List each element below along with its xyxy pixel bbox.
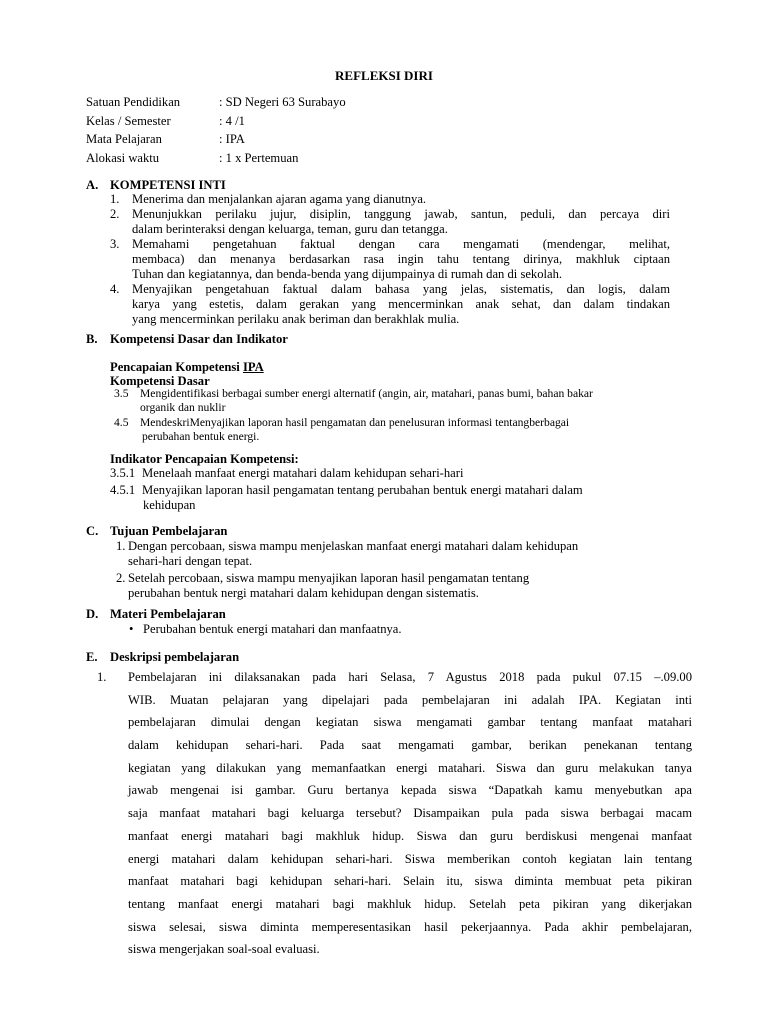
meta-table (86, 95, 346, 169)
meta-value: : SD Negeri 63 Surabayo (219, 95, 346, 109)
section-title: KOMPETENSI INTI (110, 178, 226, 192)
meta-row-satuan (86, 95, 346, 114)
paragraph-line (128, 670, 692, 693)
list-item (114, 387, 704, 414)
meta-row-kelas (86, 114, 346, 133)
item-line: organik dan nuklir (140, 400, 226, 414)
item-line: sehari-hari dengan tepat. (128, 554, 253, 568)
bullet-icon: • (129, 622, 134, 636)
paragraph-line-text: saja manfaat matahari bagi keluarga tersebut? Disampaikan pula pada siswa berbagai macam (128, 806, 692, 821)
paragraph-line-text: Pembelajaran ini dilaksanakan pada hari Selasa, 7 Agustus 2018 pada pukul 07.15 –.09.00 (128, 670, 692, 684)
paragraph-line (128, 783, 692, 806)
meta-value: : 4 /1 (219, 113, 245, 128)
paragraph-line-text: kegiatan yang dilakukan yang memanfaatkan energi matahari. Siswa dan guru melakukan tanya (128, 760, 692, 775)
paragraph-line (128, 920, 692, 943)
section-letter: D. (86, 607, 99, 621)
item-line: perubahan bentuk energi. (142, 429, 260, 443)
list-item (110, 282, 670, 327)
paragraph-line (128, 693, 692, 716)
paragraph-line-text: manfaat matahari bagi kehidupan sehari-hari. Selain itu, siswa diminta membuat peta pikiran (128, 874, 692, 889)
section-title: Tujuan Pembelajaran (110, 524, 228, 538)
paragraph-line-text: dalam kehidupan sehari-hari. Pada saat mengamati gambar, berikan penekanan tentang (128, 738, 692, 753)
item-number: 4. (110, 282, 120, 296)
section-letter: E. (86, 650, 98, 664)
list-item (116, 571, 706, 601)
meta-label: Kelas / Semester (86, 113, 171, 128)
paragraph-line-text: jawab mengenai isi gambar. Guru bertanya kepada siswa “Dapatkah kamu menyebutkan apa (128, 783, 692, 798)
item-line: Tuhan dan kegiatannya, dan benda-benda yang dijumpainya di rumah dan di sekolah. (132, 267, 563, 281)
paragraph-line-text: siswa mengerjakan soal-soal evaluasi. (128, 942, 320, 957)
section-letter: B. (86, 332, 98, 346)
document-title: REFLEKSI DIRI (335, 68, 433, 83)
list-item (116, 539, 706, 569)
item-line: kehidupan (143, 498, 196, 512)
section-c-heading (86, 524, 227, 539)
list-item (110, 207, 670, 237)
list-item (110, 466, 700, 481)
list-item (114, 416, 704, 443)
paragraph-line (128, 829, 692, 852)
paragraph-line-text: siswa selesai, siswa diminta memperesentasikan hasil pekerjaannya. Pada akhir pembelajaran, (128, 919, 692, 934)
materi-list (129, 622, 689, 637)
meta-label: Satuan Pendidikan (86, 95, 181, 109)
item-number: 3.5.1 (110, 466, 136, 480)
meta-row-mapel (86, 132, 346, 151)
item-line: Menelaah manfaat energi matahari dalam kehidupan sehari-hari (142, 466, 464, 480)
meta-label: Alokasi waktu (86, 150, 160, 165)
deskripsi-text (128, 670, 692, 965)
list-item (110, 192, 670, 207)
item-line: Perubahan bentuk energi matahari dan manfaatnya. (143, 622, 402, 636)
pencapaian-subject: IPA (242, 360, 264, 374)
section-letter: A. (86, 178, 99, 192)
section-d-heading (86, 607, 226, 622)
item-line: Menerima dan menjalankan ajaran agama yang dianutnya. (132, 192, 427, 206)
item-line: karya yang estetis, dalam gerakan yang mencerminkan anak sehat, dan dalam tindakan (132, 297, 670, 311)
item-line: Menyajikan laporan hasil pengamatan tentang perubahan bentuk energi matahari dalam (142, 483, 583, 497)
paragraph-line (128, 942, 692, 965)
item-line: Mengidentifikasi berbagai sumber energi alternatif (angin, air, matahari, panas bumi, bahan bakar (140, 387, 593, 400)
paragraph-line (128, 738, 692, 761)
item-line: membaca) dan menanya berdasarkan rasa ingin tahu tentang dirinya, makhluk ciptaan (132, 252, 670, 266)
indicator-list (110, 466, 700, 513)
item-number: 1. (97, 670, 107, 684)
item-number: 1. (116, 539, 126, 553)
item-line: yang mencerminkan perilaku anak beriman dan berakhlak mulia. (132, 312, 460, 326)
item-line: Menunjukkan perilaku jujur, disiplin, tanggung jawab, santun, peduli, dan percaya diri (132, 207, 670, 221)
kompetensi-inti-list (110, 192, 670, 327)
meta-value: : 1 x Pertemuan (219, 150, 299, 165)
item-number: 2. (116, 571, 126, 585)
list-item (110, 237, 670, 282)
paragraph-line (128, 852, 692, 875)
paragraph-line (128, 874, 692, 897)
section-title: Deskripsi pembelajaran (110, 650, 240, 664)
item-line: MendeskriMenyajikan laporan hasil pengamatan dan penelusuran informasi tentangberbagai (140, 416, 570, 429)
list-item (110, 483, 700, 513)
item-number: 2. (110, 207, 120, 221)
indicator-title: Indikator Pencapaian Kompetensi: (110, 452, 299, 466)
kd-title: Kompetensi Dasar (110, 374, 210, 388)
section-letter: C. (86, 524, 99, 538)
item-line: Menyajikan pengetahuan faktual dalam bahasa yang jelas, sistematis, dan logis, dalam (132, 282, 670, 296)
paragraph-line-text: energi matahari dalam kehidupan sehari-hari. Siswa memberikan contoh kegiatan lain tentang (128, 851, 692, 866)
pencapaian-prefix: Pencapaian Kompetensi (110, 360, 240, 374)
section-a-heading (86, 178, 226, 193)
meta-row-alokasi (86, 151, 346, 170)
pencapaian-heading (110, 360, 264, 375)
list-item (129, 622, 689, 637)
item-number: 4.5.1 (110, 483, 136, 497)
section-title: Kompetensi Dasar dan Indikator (110, 332, 288, 346)
item-line: Setelah percobaan, siswa mampu menyajikan laporan hasil pengamatan tentang (128, 571, 530, 585)
meta-value: : IPA (219, 132, 245, 146)
section-title: Materi Pembelajaran (110, 607, 226, 621)
tujuan-list (116, 539, 706, 601)
paragraph-line (128, 897, 692, 920)
section-e-heading (86, 650, 239, 665)
paragraph-line (128, 715, 692, 738)
item-line: Memahami pengetahuan faktual dengan cara mengamati (mendengar, melihat, (132, 237, 670, 251)
paragraph-line-text: manfaat energi matahari bagi makhluk hidup. Siswa dan guru berdiskusi mengenai manfaat (128, 828, 692, 843)
item-number: 3.5 (114, 387, 129, 400)
paragraph-line-text: tentang manfaat energi matahari bagi makhluk hidup. Setelah peta pikiran yang dikerjakan (128, 896, 692, 911)
paragraph-line (128, 761, 692, 784)
paragraph-line (128, 806, 692, 829)
item-line: perubahan bentuk nergi matahari dalam kehidupan dengan sistematis. (128, 586, 479, 600)
item-line: Dengan percobaan, siswa mampu menjelaskan manfaat energi matahari dalam kehidupan (128, 539, 579, 553)
section-b-heading (86, 332, 288, 347)
item-number: 1. (110, 192, 120, 206)
item-number: 4.5 (114, 416, 129, 429)
meta-label: Mata Pelajaran (86, 132, 162, 146)
paragraph-line-text: pembelajaran dimulai dengan kegiatan siswa mengamati gambar tentang manfaat matahari (128, 715, 692, 730)
kd-list (114, 387, 704, 443)
item-line: dalam berinteraksi dengan keluarga, teman, guru dan tetangga. (132, 222, 448, 236)
item-number: 3. (110, 237, 120, 251)
paragraph-line-text: WIB. Muatan pelajaran yang dipelajari pada pembelajaran ini adalah IPA. Kegiatan inti (128, 692, 692, 707)
